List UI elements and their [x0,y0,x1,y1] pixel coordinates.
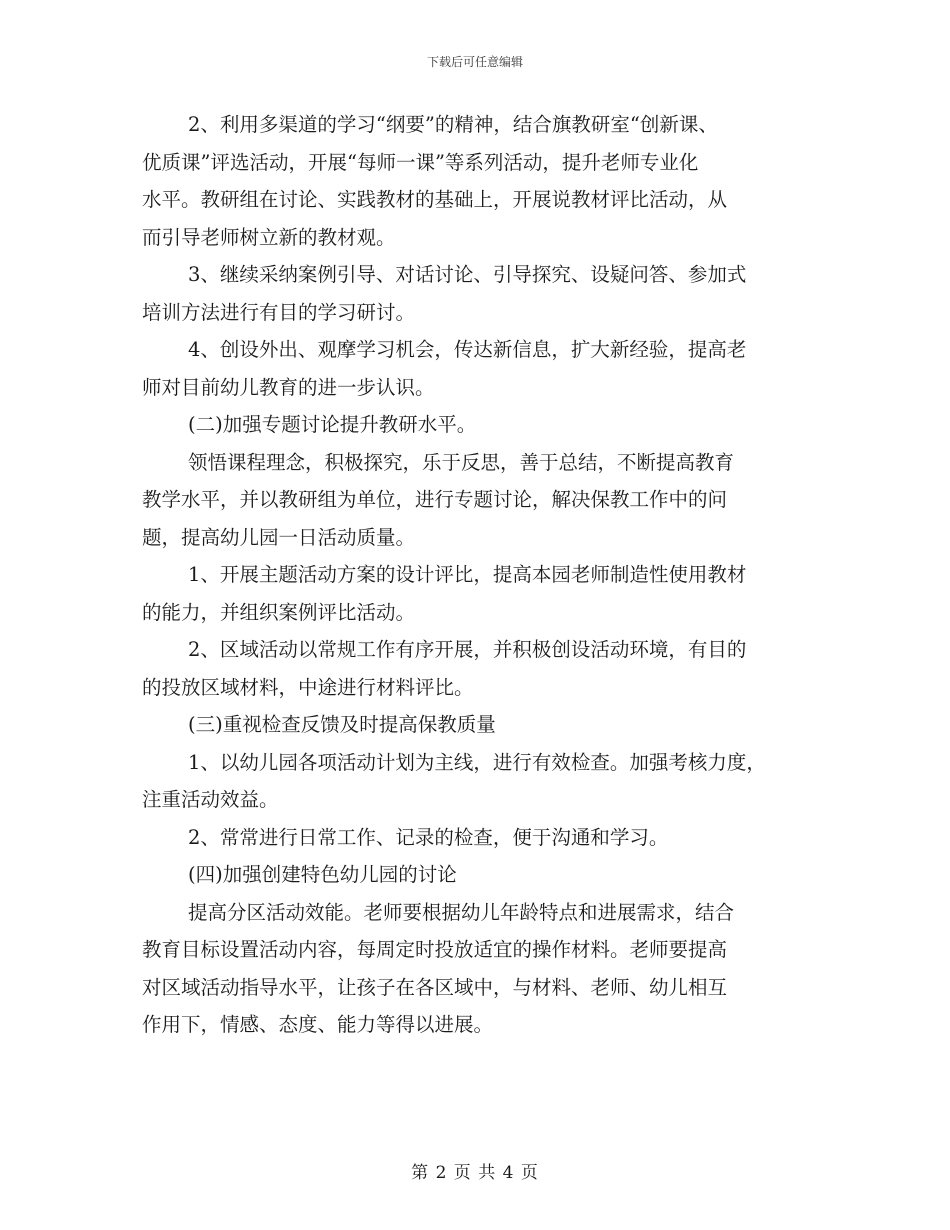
paragraph-line: 教育目标设置活动内容，每周定时投放适宜的操作材料。老师要提高 [142,938,728,961]
paragraph-first-line: 提高分区活动效能。老师要根据幼儿年龄特点和进展需求，结合 [188,900,735,924]
paragraph-line: 的投放区域材料，中途进行材料评比。 [142,675,474,699]
paragraph-line: 师对目前幼儿教育的进一步认识。 [142,375,435,399]
paragraph-line: 题，提高幼儿园一日活动质量。 [142,525,416,549]
paragraph-line: 教学水平，并以教研组为单位，进行专题讨论，解决保教工作中的问 [142,488,728,511]
paragraph-first-line: 2、常常进行日常工作、记录的检查，便于沟通和学习。 [188,825,669,849]
page-number: 第 2 页 共 4 页 [411,1163,539,1183]
paragraph-first-line: 1、以幼儿园各项活动计划为主线，进行有效检查。加强考核力度， [188,750,766,774]
document-body [142,106,810,1044]
paragraph-line: 优质课”评选活动，开展“每师一课”等系列活动，提升老师专业化 [142,150,699,174]
paragraph-first-line: 4、创设外出、观摩学习机会，传达新信息，扩大新经验，提高老 [188,338,747,361]
paragraph-first-line: 1、开展主题活动方案的设计评比，提高本园老师制造性使用教材 [188,563,747,586]
paragraph-line: 的能力，并组织案例评比活动。 [142,600,416,624]
page-header-note: 下载后可任意编辑 [426,55,523,69]
paragraph-line: 水平。教研组在讨论、实践教材的基础上，开展说教材评比活动，从 [142,188,728,211]
paragraph-line: 注重活动效益。 [142,788,279,811]
paragraph-first-line: 2、区域活动以常规工作有序开展，并积极创设活动环境，有目的 [188,638,747,661]
paragraph-line: 作用下，情感、态度、能力等得以进展。 [142,1013,494,1036]
paragraph-line: 对区域活动指导水平，让孩子在各区域中，与材料、老师、幼儿相互 [142,975,728,999]
paragraph-line: 培训方法进行有目的学习研讨。 [142,300,416,324]
paragraph-first-line: 2、利用多渠道的学习“纲要”的精神，结合旗教研室“创新课、 [188,113,718,136]
paragraph-first-line: 领悟课程理念，积极探究，乐于反思，善于总结，不断提高教育 [188,450,735,474]
paragraph-first-line: 3、继续采纳案例引导、对话讨论、引导探究、设疑问答、参加式 [188,263,747,286]
paragraph-line: 而引导老师树立新的教材观。 [142,225,396,249]
paragraph-first-line: (四)加强创建特色幼儿园的讨论 [188,863,457,886]
paragraph-first-line: (二)加强专题讨论提升教研水平。 [188,413,477,436]
paragraph-first-line: (三)重视检查反馈及时提高保教质量 [188,713,496,736]
